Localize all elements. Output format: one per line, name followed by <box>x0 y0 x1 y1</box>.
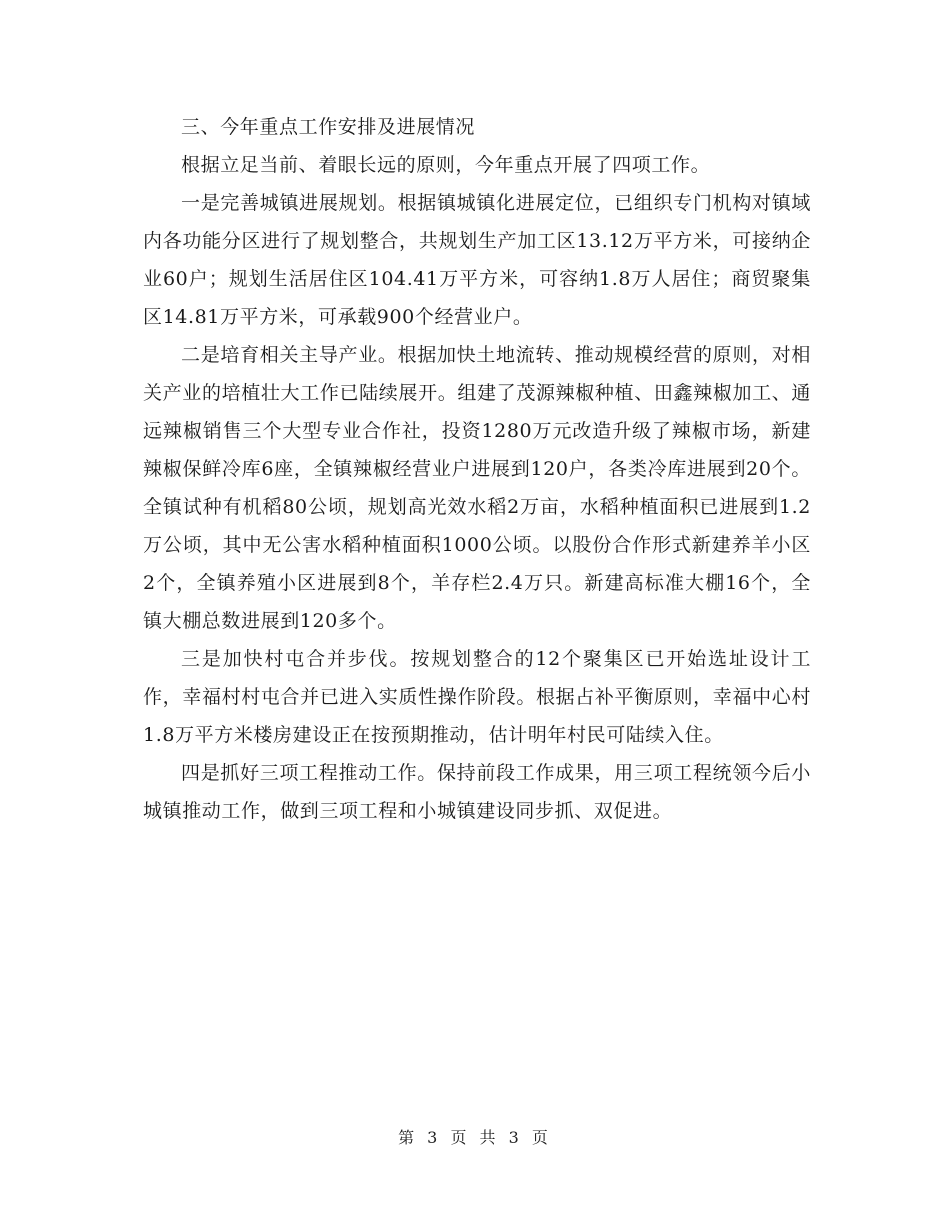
paragraph-planning: 一是完善城镇进展规划。根据镇城镇化进展定位，已组织专门机构对镇域内各功能分区进行了规划整合，共规划生产加工区13.12万平方米，可接纳企业60户；规划生活居住区104.41万平方米，可容纳1.8万人居住；商贸聚集区14.81万平方米，可承载900个经营业户。 <box>143 192 811 328</box>
section-heading: 三、今年重点工作安排及进展情况 <box>181 116 476 138</box>
paragraph-intro: 根据立足当前、着眼长远的原则，今年重点开展了四项工作。 <box>181 154 711 176</box>
paragraph-three-projects: 四是抓好三项工程推动工作。保持前段工作成果，用三项工程统领今后小城镇推动工作，做到三项工程和小城镇建设同步抓、双促进。 <box>143 762 811 822</box>
page-number-footer: 第 3 页 共 3 页 <box>398 1128 552 1147</box>
paragraph-village-merger: 三是加快村屯合并步伐。按规划整合的12个聚集区已开始选址设计工作，幸福村村屯合并已进入实质性操作阶段。根据占补平衡原则，幸福中心村1.8万平方米楼房建设正在按预期推动，估计明年村民可陆续入住。 <box>143 648 811 746</box>
document-body <box>143 108 811 830</box>
paragraph-industry: 二是培育相关主导产业。根据加快土地流转、推动规模经营的原则，对相关产业的培植壮大工作已陆续展开。组建了茂源辣椒种植、田鑫辣椒加工、通远辣椒销售三个大型专业合作社，投资1280万元改造升级了辣椒市场，新建辣椒保鲜冷库6座，全镇辣椒经营业户进展到120户，各类冷库进展到20个。全镇试种有机稻80公顷，规划高光效水稻2万亩，水稻种植面积已进展到1.2万公顷，其中无公害水稻种植面积1000公顷。以股份合作形式新建养羊小区2个，全镇养殖小区进展到8个，羊存栏2.4万只。新建高标准大棚16个，全镇大棚总数进展到120多个。 <box>143 344 811 632</box>
